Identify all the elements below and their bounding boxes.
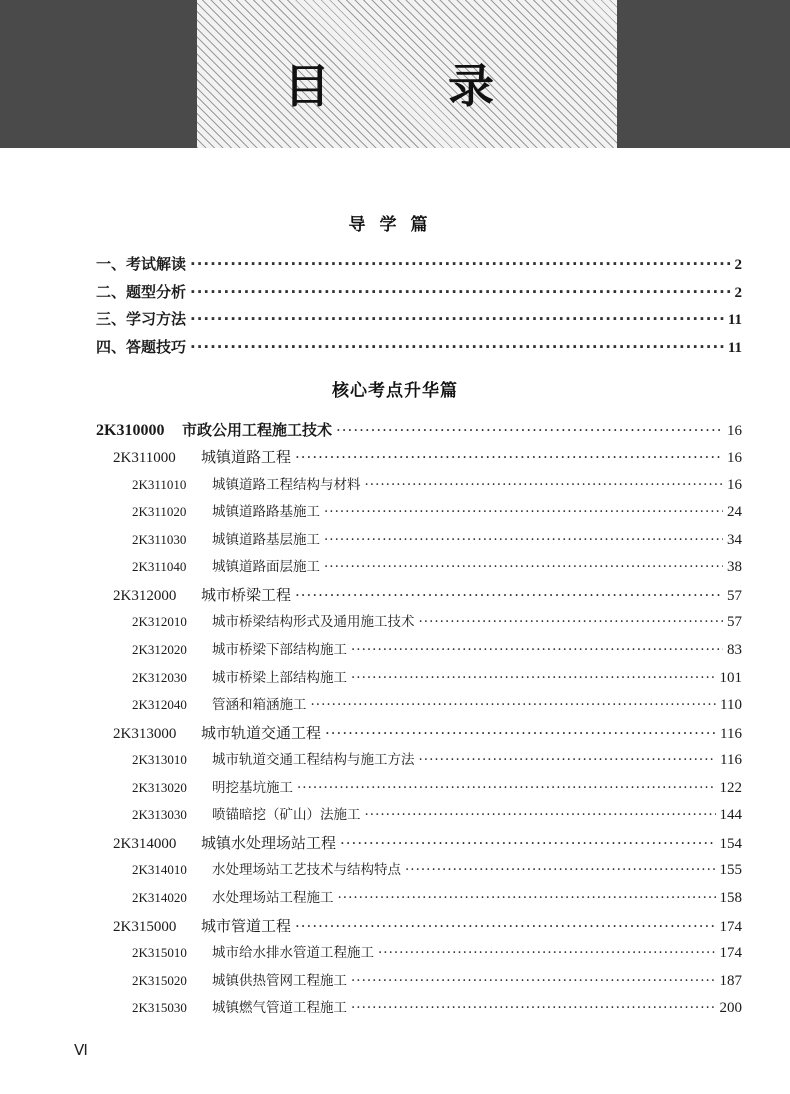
toc-entry-chapter[interactable] bbox=[96, 419, 742, 441]
toc-entry-title: 水处理场站工程施工 bbox=[212, 890, 334, 906]
toc-entry-page: 155 bbox=[719, 862, 742, 878]
toc-entry-subsection[interactable] bbox=[132, 694, 742, 716]
toc-entry-page: 16 bbox=[727, 423, 742, 439]
toc-entry-section[interactable] bbox=[113, 832, 742, 854]
leader-dots bbox=[419, 749, 717, 771]
toc-entry-title: 一、考试解读 bbox=[96, 255, 187, 273]
toc-entry-subsection[interactable] bbox=[132, 556, 742, 578]
toc-entry-code: 2K313030 bbox=[132, 807, 187, 822]
toc-entry-code: 2K311010 bbox=[132, 477, 187, 492]
toc-entry-title: 城市给水排水管道工程施工 bbox=[212, 945, 374, 961]
toc-entry-subsection[interactable] bbox=[132, 474, 742, 496]
toc-entry-code: 2K313020 bbox=[132, 780, 187, 795]
leader-dots bbox=[297, 777, 716, 799]
toc-entry-title: 水处理场站工艺技术与结构特点 bbox=[212, 862, 401, 878]
toc-entry-page: 2 bbox=[734, 285, 742, 301]
toc-entry-code: 2K314000 bbox=[113, 836, 177, 852]
toc-entry-title: 二、题型分析 bbox=[96, 283, 187, 301]
toc-entry-page: 187 bbox=[719, 973, 742, 989]
toc-entry-title: 城镇燃气管道工程施工 bbox=[212, 1000, 347, 1016]
leader-dots bbox=[295, 915, 715, 937]
toc-entry-title: 城镇道路面层施工 bbox=[212, 559, 320, 575]
leader-dots bbox=[378, 942, 716, 964]
toc-entry-code: 2K312010 bbox=[132, 614, 187, 629]
toc-entry-page: 38 bbox=[727, 559, 742, 575]
toc-entry[interactable] bbox=[96, 336, 742, 358]
toc-entry-code: 2K315000 bbox=[113, 919, 177, 935]
leader-dots bbox=[338, 887, 716, 909]
toc-entry-page: 116 bbox=[720, 752, 742, 768]
toc-entry-page: 158 bbox=[719, 890, 742, 906]
toc-entry-title: 喷锚暗挖（矿山）法施工 bbox=[212, 807, 361, 823]
leader-dots bbox=[419, 611, 724, 633]
toc-entry-page: 110 bbox=[720, 697, 742, 713]
toc-entry-page: 144 bbox=[719, 807, 742, 823]
toc-entry-subsection[interactable] bbox=[132, 804, 742, 826]
toc-entry-subsection[interactable] bbox=[132, 997, 742, 1019]
toc-entry-section[interactable] bbox=[113, 446, 742, 468]
toc-entry-code: 2K314010 bbox=[132, 862, 187, 877]
leader-dots bbox=[365, 474, 724, 496]
toc-entry-title: 城镇水处理场站工程 bbox=[201, 834, 337, 852]
toc-entry-page: 11 bbox=[727, 340, 742, 356]
toc-entry-page: 116 bbox=[720, 726, 742, 742]
page-title: 目 录 bbox=[284, 59, 530, 113]
toc-entry-title: 明挖基坑施工 bbox=[212, 780, 293, 796]
toc-entry-subsection[interactable] bbox=[132, 501, 742, 523]
toc-entry-code: 2K315010 bbox=[132, 945, 187, 960]
toc-entry-code: 2K314020 bbox=[132, 890, 187, 905]
toc-entry-section[interactable] bbox=[113, 584, 742, 606]
leader-dots bbox=[365, 804, 716, 826]
toc-entry-code: 2K311000 bbox=[113, 450, 176, 466]
toc-entry-subsection[interactable] bbox=[132, 942, 742, 964]
leader-dots bbox=[295, 584, 723, 606]
leader-dots bbox=[324, 529, 723, 551]
toc-entry-code: 2K315030 bbox=[132, 1000, 187, 1015]
toc-entry-title: 管涵和箱涵施工 bbox=[212, 697, 307, 713]
toc-entry[interactable] bbox=[96, 308, 742, 330]
toc-entry-title: 城镇道路路基施工 bbox=[212, 504, 320, 520]
page-folio: Ⅵ bbox=[74, 1043, 88, 1059]
leader-dots bbox=[336, 419, 723, 441]
toc-entry-title: 城镇道路工程结构与材料 bbox=[212, 477, 361, 493]
leader-dots bbox=[324, 556, 723, 578]
toc-entry-subsection[interactable] bbox=[132, 529, 742, 551]
leader-dots bbox=[351, 639, 723, 661]
leader-dots bbox=[324, 501, 723, 523]
toc-entry-page: 154 bbox=[719, 836, 742, 852]
toc-entry-code: 2K313000 bbox=[113, 726, 177, 742]
toc-entry-page: 101 bbox=[719, 670, 742, 686]
toc-entry-page: 174 bbox=[719, 919, 742, 935]
toc-entry-page: 174 bbox=[719, 945, 742, 961]
toc-entry-title: 城市桥梁工程 bbox=[201, 586, 292, 604]
toc-entry-subsection[interactable] bbox=[132, 859, 742, 881]
toc-entry-title: 四、答题技巧 bbox=[96, 338, 187, 356]
toc-entry-page: 16 bbox=[727, 477, 742, 493]
leader-dots bbox=[325, 722, 716, 744]
toc-entry-page: 11 bbox=[727, 312, 742, 328]
leader-dots bbox=[405, 859, 716, 881]
toc-entry-code: 2K312020 bbox=[132, 642, 187, 657]
toc-entry-code: 2K311020 bbox=[132, 504, 187, 519]
toc-entry-page: 16 bbox=[727, 450, 742, 466]
leader-dots bbox=[351, 667, 716, 689]
toc-entry[interactable] bbox=[96, 253, 742, 275]
toc-entry-page: 24 bbox=[727, 504, 742, 520]
toc-entry[interactable] bbox=[96, 281, 742, 303]
leader-dots bbox=[295, 446, 723, 468]
toc-entry-code: 2K313010 bbox=[132, 752, 187, 767]
toc-entry-page: 2 bbox=[734, 257, 742, 273]
toc-entry-section[interactable] bbox=[113, 722, 742, 744]
toc-entry-code: 2K315020 bbox=[132, 973, 187, 988]
leader-dots bbox=[351, 997, 716, 1019]
toc-entry-code: 2K312000 bbox=[113, 588, 177, 604]
toc-entry-page: 57 bbox=[727, 588, 742, 604]
toc-entry-subsection[interactable] bbox=[132, 639, 742, 661]
header-band bbox=[0, 0, 790, 148]
toc-entry-subsection[interactable] bbox=[132, 611, 742, 633]
toc-entry-title: 城镇道路基层施工 bbox=[212, 532, 320, 548]
toc-entry-code: 2K312030 bbox=[132, 670, 187, 685]
toc-entry-title: 城镇道路工程 bbox=[201, 448, 292, 466]
leader-dots bbox=[190, 336, 724, 358]
toc-entry-title: 城市轨道交通工程结构与施工方法 bbox=[212, 752, 415, 768]
toc-entry-section[interactable] bbox=[113, 915, 742, 937]
toc-entry-title: 城市管道工程 bbox=[201, 917, 292, 935]
toc-entry-subsection[interactable] bbox=[132, 887, 742, 909]
toc-entry-page: 34 bbox=[727, 532, 742, 548]
toc-entry-title: 城镇供热管网工程施工 bbox=[212, 973, 347, 989]
toc-entry-title: 城市轨道交通工程 bbox=[201, 724, 322, 742]
section-title-core: 核心考点升华篇 bbox=[332, 381, 458, 401]
toc-entry-page: 122 bbox=[719, 780, 742, 796]
leader-dots bbox=[190, 308, 724, 330]
toc-entry-subsection[interactable] bbox=[132, 970, 742, 992]
toc-entry-title: 城市桥梁结构形式及通用施工技术 bbox=[212, 614, 415, 630]
leader-dots bbox=[311, 694, 717, 716]
toc-entry-subsection[interactable] bbox=[132, 777, 742, 799]
leader-dots bbox=[351, 970, 716, 992]
toc-entry-subsection[interactable] bbox=[132, 667, 742, 689]
toc-entry-page: 200 bbox=[719, 1000, 742, 1016]
toc-entry-code: 2K312040 bbox=[132, 697, 187, 712]
toc-entry-code: 2K311040 bbox=[132, 559, 187, 574]
toc-entry-title: 城市桥梁下部结构施工 bbox=[212, 642, 347, 658]
toc-entry-title: 城市桥梁上部结构施工 bbox=[212, 670, 347, 686]
section-title-guide: 导学篇 bbox=[348, 215, 442, 235]
leader-dots bbox=[190, 281, 730, 303]
toc-entry-title: 市政公用工程施工技术 bbox=[182, 421, 333, 439]
toc-entry-page: 83 bbox=[727, 642, 742, 658]
toc-entry-title: 三、学习方法 bbox=[96, 310, 187, 328]
leader-dots bbox=[190, 253, 730, 275]
toc-entry-code: 2K310000 bbox=[96, 422, 165, 439]
toc-entry-code: 2K311030 bbox=[132, 532, 187, 547]
leader-dots bbox=[340, 832, 715, 854]
toc-entry-subsection[interactable] bbox=[132, 749, 742, 771]
toc-entry-page: 57 bbox=[727, 614, 742, 630]
